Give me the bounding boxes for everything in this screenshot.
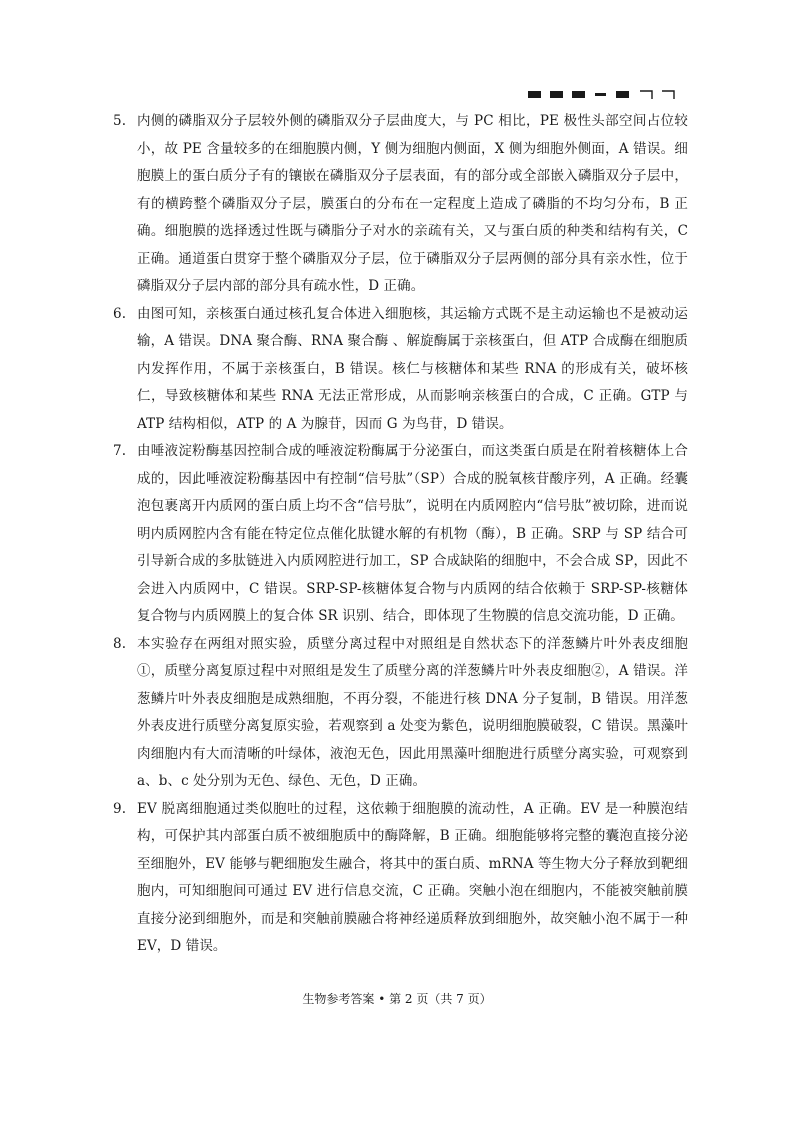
item-number: 8. [113, 635, 127, 652]
item-number: 5. [113, 113, 127, 129]
answer-item-7 [113, 438, 688, 631]
item-number: 6. [113, 305, 127, 322]
page-footer: 生物参考答案 • 第 2 页（共 7 页） [302, 992, 492, 1006]
answer-content [113, 108, 688, 961]
answer-item-6 [113, 301, 688, 439]
item-text: 由唾液淀粉酶基因控制合成的唾液淀粉酶属于分泌蛋白，而这类蛋白质是在附着核糖体上合成的，因此唾液淀粉酶基因中有控制“信号肽”（SP）合成的脱氧核苷酸序列，A 正确。经囊泡包裹离开内质网的蛋白质上均不含“信号肽”，说明在内质网腔内“信号肽”被切除，进而说明内质网腔内含有能在特定位点催化肽键水解的有机物（酶），B 正确。SRP 与 SP 结合可引导新合成的多肽链进入内质网腔进行加工，SP 合成缺陷的细胞中，不会合成 SP，因此不会进入内质网中，C 错误。SRP-SP-核糖体复合物与内质网的结合依赖于 SRP-SP-核糖体复合物与内质网膜上的复合体 SR 识别、结合，即体现了生物膜的信息交流功能，D 正确。 [137, 443, 688, 624]
answer-item-5 [113, 108, 688, 301]
item-number: 7. [113, 443, 127, 459]
answer-item-9 [113, 796, 688, 961]
answer-item-8 [113, 631, 688, 796]
item-number: 9. [113, 800, 127, 817]
item-text: 由图可知，亲核蛋白通过核孔复合体进入细胞核，其运输方式既不是主动运输也不是被动运输，A 错误。DNA 聚合酶、RNA 聚合酶 、解旋酶属于亲核蛋白，但 ATP 合成酶在细胞质内发挥作用，不属于亲核蛋白，B 错误。核仁与核糖体和某些 RNA 的形成有关，破坏核仁，导致核糖体和某些 RNA 无法正常形成，从而影响亲核蛋白的合成，C 正确。GTP 与 ATP 结构相似，ATP 的 A 为腺苷，因而 G 为鸟苷，D 错误。 [137, 305, 688, 432]
header-decoration-mark [528, 88, 686, 102]
item-text: 本实验存在两组对照实验，质壁分离过程中对照组是自然状态下的洋葱鳞片叶外表皮细胞①，质壁分离复原过程中对照组是发生了质壁分离的洋葱鳞片叶外表皮细胞②，A 错误。洋葱鳞片叶外表皮细胞是成熟细胞，不再分裂，不能进行核 DNA 分子复制，B 错误。用洋葱外表皮进行质壁分离复原实验，若观察到 a 处变为紫色，说明细胞膜破裂，C 错误。黑藻叶肉细胞内有大而清晰的叶绿体，液泡无色，因此用黑藻叶细胞进行质壁分离实验，可观察到 a、b、c 处分别为无色、绿色、无色，D 正确。 [137, 635, 688, 789]
item-text: 内侧的磷脂双分子层较外侧的磷脂双分子层曲度大，与 PC 相比，PE 极性头部空间占位较小，故 PE 含量较多的在细胞膜内侧，Y 侧为细胞内侧面，X 侧为细胞外侧面，A 错误。细胞膜上的蛋白质分子有的镶嵌在磷脂双分子层表面，有的部分或全部嵌入磷脂双分子层中，有的横跨整个磷脂双分子层，膜蛋白的分布在一定程度上造成了磷脂的不均匀分布，B 正确。细胞膜的选择透过性既与磷脂分子对水的亲疏有关，又与蛋白质的种类和结构有关，C 正确。通道蛋白贯穿于整个磷脂双分子层，位于磷脂双分子层两侧的部分具有亲水性，位于磷脂双分子层内部的部分具有疏水性，D 正确。 [137, 113, 688, 294]
item-text: EV 脱离细胞通过类似胞吐的过程，这依赖于细胞膜的流动性，A 正确。EV 是一种膜泡结构，可保护其内部蛋白质不被细胞质中的酶降解，B 正确。细胞能够将完整的囊泡直接分泌至细胞外，EV 能够与靶细胞发生融合，将其中的蛋白质、mRNA 等生物大分子释放到靶细胞内，可知细胞间可通过 EV 进行信息交流，C 正确。突触小泡在细胞内，不能被突触前膜直接分泌到细胞外，而是和突触前膜融合将神经递质释放到细胞外，故突触小泡不属于一种 EV，D 错误。 [137, 800, 688, 954]
